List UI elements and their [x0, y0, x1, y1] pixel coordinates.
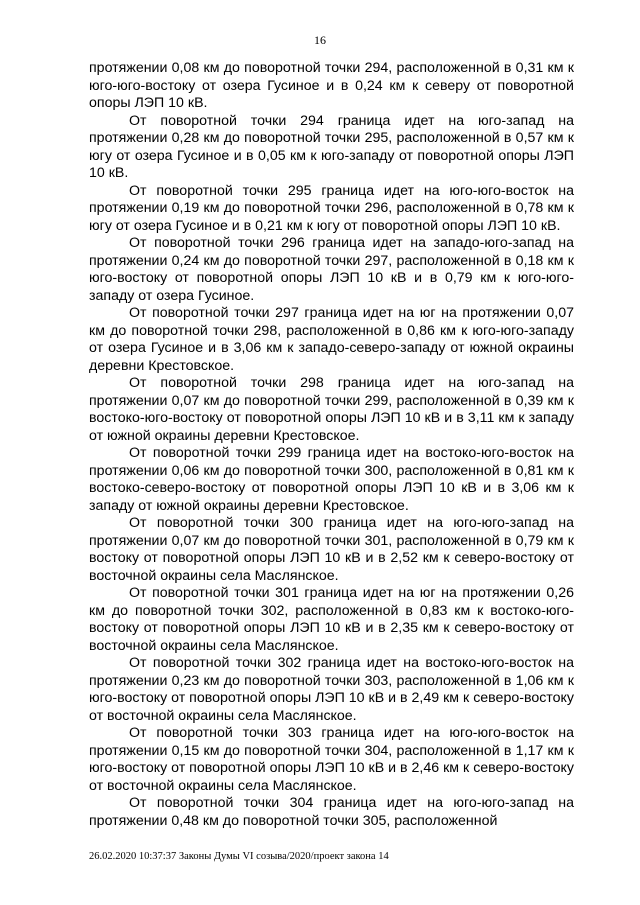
paragraph-point-302: От поворотной точки 302 граница идет на востоко-юго-восток на протяжении 0,23 км до поворотной точки 303, расположенной в 1,06 км к юго-востоку от поворотной опоры ЛЭП 10 кВ и в 2,49 км к северо-востоку от восточной окраины села Маслянское.: [89, 655, 574, 724]
paragraph-point-303: От поворотной точки 303 граница идет на юго-юго-восток на протяжении 0,15 км до поворотной точки 304, расположенной в 1,17 км к юго-востоку от поворотной опоры ЛЭП 10 кВ и в 2,46 км к северо-востоку от восточной окраины села Маслянское.: [89, 725, 574, 794]
page-number: 16: [314, 33, 326, 47]
paragraph-point-294: От поворотной точки 294 граница идет на юго-запад на протяжении 0,28 км до поворотной точки 295, расположенной в 0,57 км к югу от озера Гусиное и в 0,05 км к юго-западу от поворотной опоры ЛЭП 10 кВ.: [89, 112, 574, 181]
page-footer: 26.02.2020 10:37:37 Законы Думы VI созыва/2020/проект закона 14: [89, 851, 389, 862]
paragraph-point-300: От поворотной точки 300 граница идет на юго-юго-запад на протяжении 0,07 км до поворотной точки 301, расположенной в 0,79 км к востоку от поворотной опоры ЛЭП 10 кВ и в 2,52 км к северо-востоку от восточной окраины села Маслянское.: [89, 515, 574, 584]
paragraph-point-301: От поворотной точки 301 граница идет на юг на протяжении 0,26 км до поворотной точки 302, расположенной в 0,83 км к востоко-юго-востоку от поворотной опоры ЛЭП 10 кВ и в 2,35 км к северо-востоку от восточной окраины села Маслянское.: [89, 585, 574, 654]
paragraph-point-295: От поворотной точки 295 граница идет на юго-юго-восток на протяжении 0,19 км до поворотной точки 296, расположенной в 0,78 км к югу от озера Гусиное и в 0,21 км к югу от поворотной опоры ЛЭП 10 кВ.: [89, 182, 574, 234]
paragraph-point-297: От поворотной точки 297 граница идет на юг на протяжении 0,07 км до поворотной точки 298, расположенной в 0,86 км к юго-юго-западу от озера Гусиное и в 3,06 км к западо-северо-западу от южной окраины деревни Крестовское.: [89, 305, 574, 374]
paragraph-point-298: От поворотной точки 298 граница идет на юго-запад на протяжении 0,07 км до поворотной точки 299, расположенной в 0,39 км к востоко-юго-востоку от поворотной опоры ЛЭП 10 кВ и в 3,11 км к западу от южной окраины деревни Крестовское.: [89, 375, 574, 444]
paragraph-continuation: протяжении 0,08 км до поворотной точки 294, расположенной в 0,31 км к юго-юго-востоку от озера Гусиное и в 0,24 км к северу от поворотной опоры ЛЭП 10 кВ.: [89, 60, 574, 111]
document-body: [89, 60, 574, 830]
paragraph-point-296: От поворотной точки 296 граница идет на западо-юго-запад на протяжении 0,24 км до поворотной точки 297, расположенной в 0,18 км к юго-востоку от поворотной опоры ЛЭП 10 кВ и в 0,79 км к юго-юго-западу от озера Гусиное.: [89, 235, 574, 304]
paragraph-point-304: От поворотной точки 304 граница идет на юго-юго-запад на протяжении 0,48 км до поворотной точки 305, расположенной: [89, 795, 574, 829]
paragraph-point-299: От поворотной точки 299 граница идет на востоко-юго-восток на протяжении 0,06 км до поворотной точки 300, расположенной в 0,81 км к востоко-северо-востоку от поворотной опоры ЛЭП 10 кВ и в 3,06 км к западу от южной окраины деревни Крестовское.: [89, 445, 574, 514]
